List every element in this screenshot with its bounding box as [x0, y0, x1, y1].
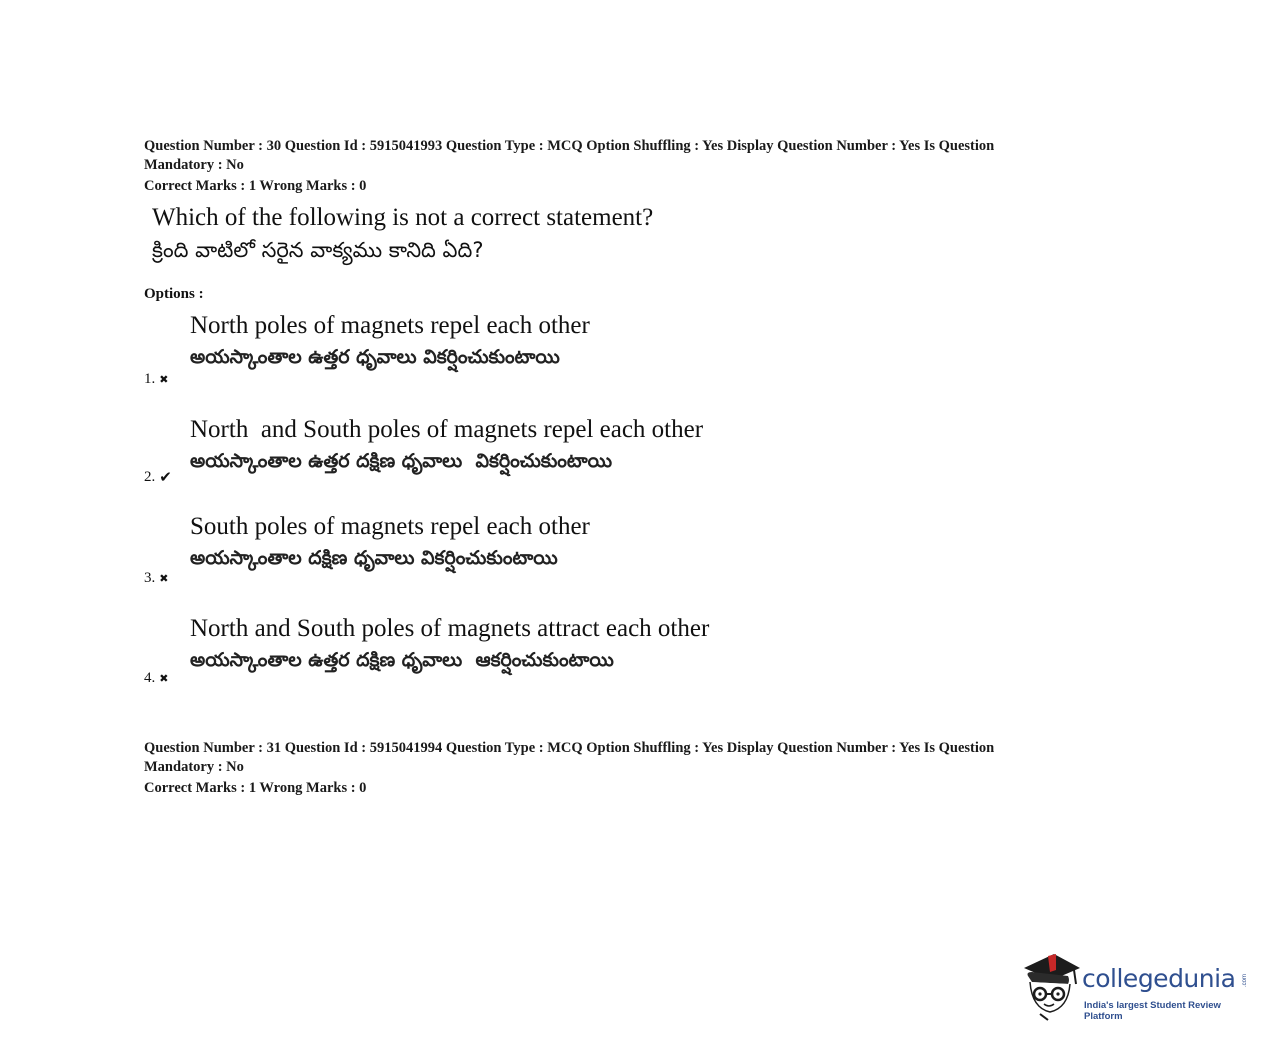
logo-suffix: .com: [1242, 974, 1248, 988]
logo-name: collegedunia: [1082, 964, 1236, 993]
option-3-text-telugu: అయస్కాంతాల దక్షిణ ధృవాలు వికర్షించుకుంటాయి: [190, 547, 558, 569]
question-31-meta-line2: Mandatory : No: [144, 759, 244, 775]
graduate-mascot-icon: [1018, 950, 1082, 1022]
option-2-label: [144, 468, 172, 486]
cross-icon: ✖: [159, 373, 169, 386]
cross-icon: ✖: [159, 672, 169, 685]
question-31-marks: Correct Marks : 1 Wrong Marks : 0: [144, 780, 367, 796]
option-4-text-telugu: అయస్కాంతాల ఉత్తర దక్షిణ ధృవాలు ఆకర్షించుకుంటాయి: [190, 649, 614, 671]
option-4-label: [144, 670, 168, 687]
question-30-meta-line2: Mandatory : No: [144, 157, 244, 173]
option-3-label: [144, 570, 168, 587]
option-1-text-telugu: అయస్కాంతాల ఉత్తర ధృవాలు వికర్షించుకుంటాయి: [190, 346, 560, 368]
question-30-text-english: Which of the following is not a correct statement?: [152, 204, 654, 231]
option-1-number: 1.: [144, 371, 156, 387]
options-label: Options :: [144, 286, 204, 302]
question-30-meta: [144, 137, 1124, 175]
option-3-number: 3.: [144, 570, 156, 586]
cross-icon: ✖: [159, 572, 169, 585]
question-30-meta-line1: Question Number : 30 Question Id : 5915041993 Question Type : MCQ Option Shuffling : Yes Display Question Number : Yes Is Question: [144, 138, 995, 154]
question-31-meta-line1: Question Number : 31 Question Id : 5915041994 Question Type : MCQ Option Shuffling : Yes Display Question Number : Yes Is Question: [144, 740, 995, 756]
question-30-marks: Correct Marks : 1 Wrong Marks : 0: [144, 178, 367, 194]
option-2-text-english: North and South poles of magnets repel each other: [190, 416, 704, 443]
question-31-meta: [144, 739, 1124, 777]
option-3-text-english: South poles of magnets repel each other: [190, 513, 590, 540]
option-4-number: 4.: [144, 670, 156, 686]
option-2-number: 2.: [144, 468, 156, 485]
option-1-text-english: North poles of magnets repel each other: [190, 312, 590, 339]
question-30-text-telugu: క్రింది వాటిలో సరైన వాక్యము కానిది ఏది?: [152, 238, 484, 262]
option-4-text-english: North and South poles of magnets attract each other: [190, 615, 710, 642]
logo-tagline: India's largest Student Review Platform: [1084, 1000, 1221, 1022]
option-1-label: [144, 371, 168, 388]
collegedunia-logo[interactable]: [1018, 950, 1258, 1022]
check-icon: ✔: [159, 468, 172, 486]
option-2-text-telugu: అయస్కాంతాల ఉత్తర దక్షిణ ధృవాలు వికర్షించుకుంటాయి: [190, 450, 613, 472]
